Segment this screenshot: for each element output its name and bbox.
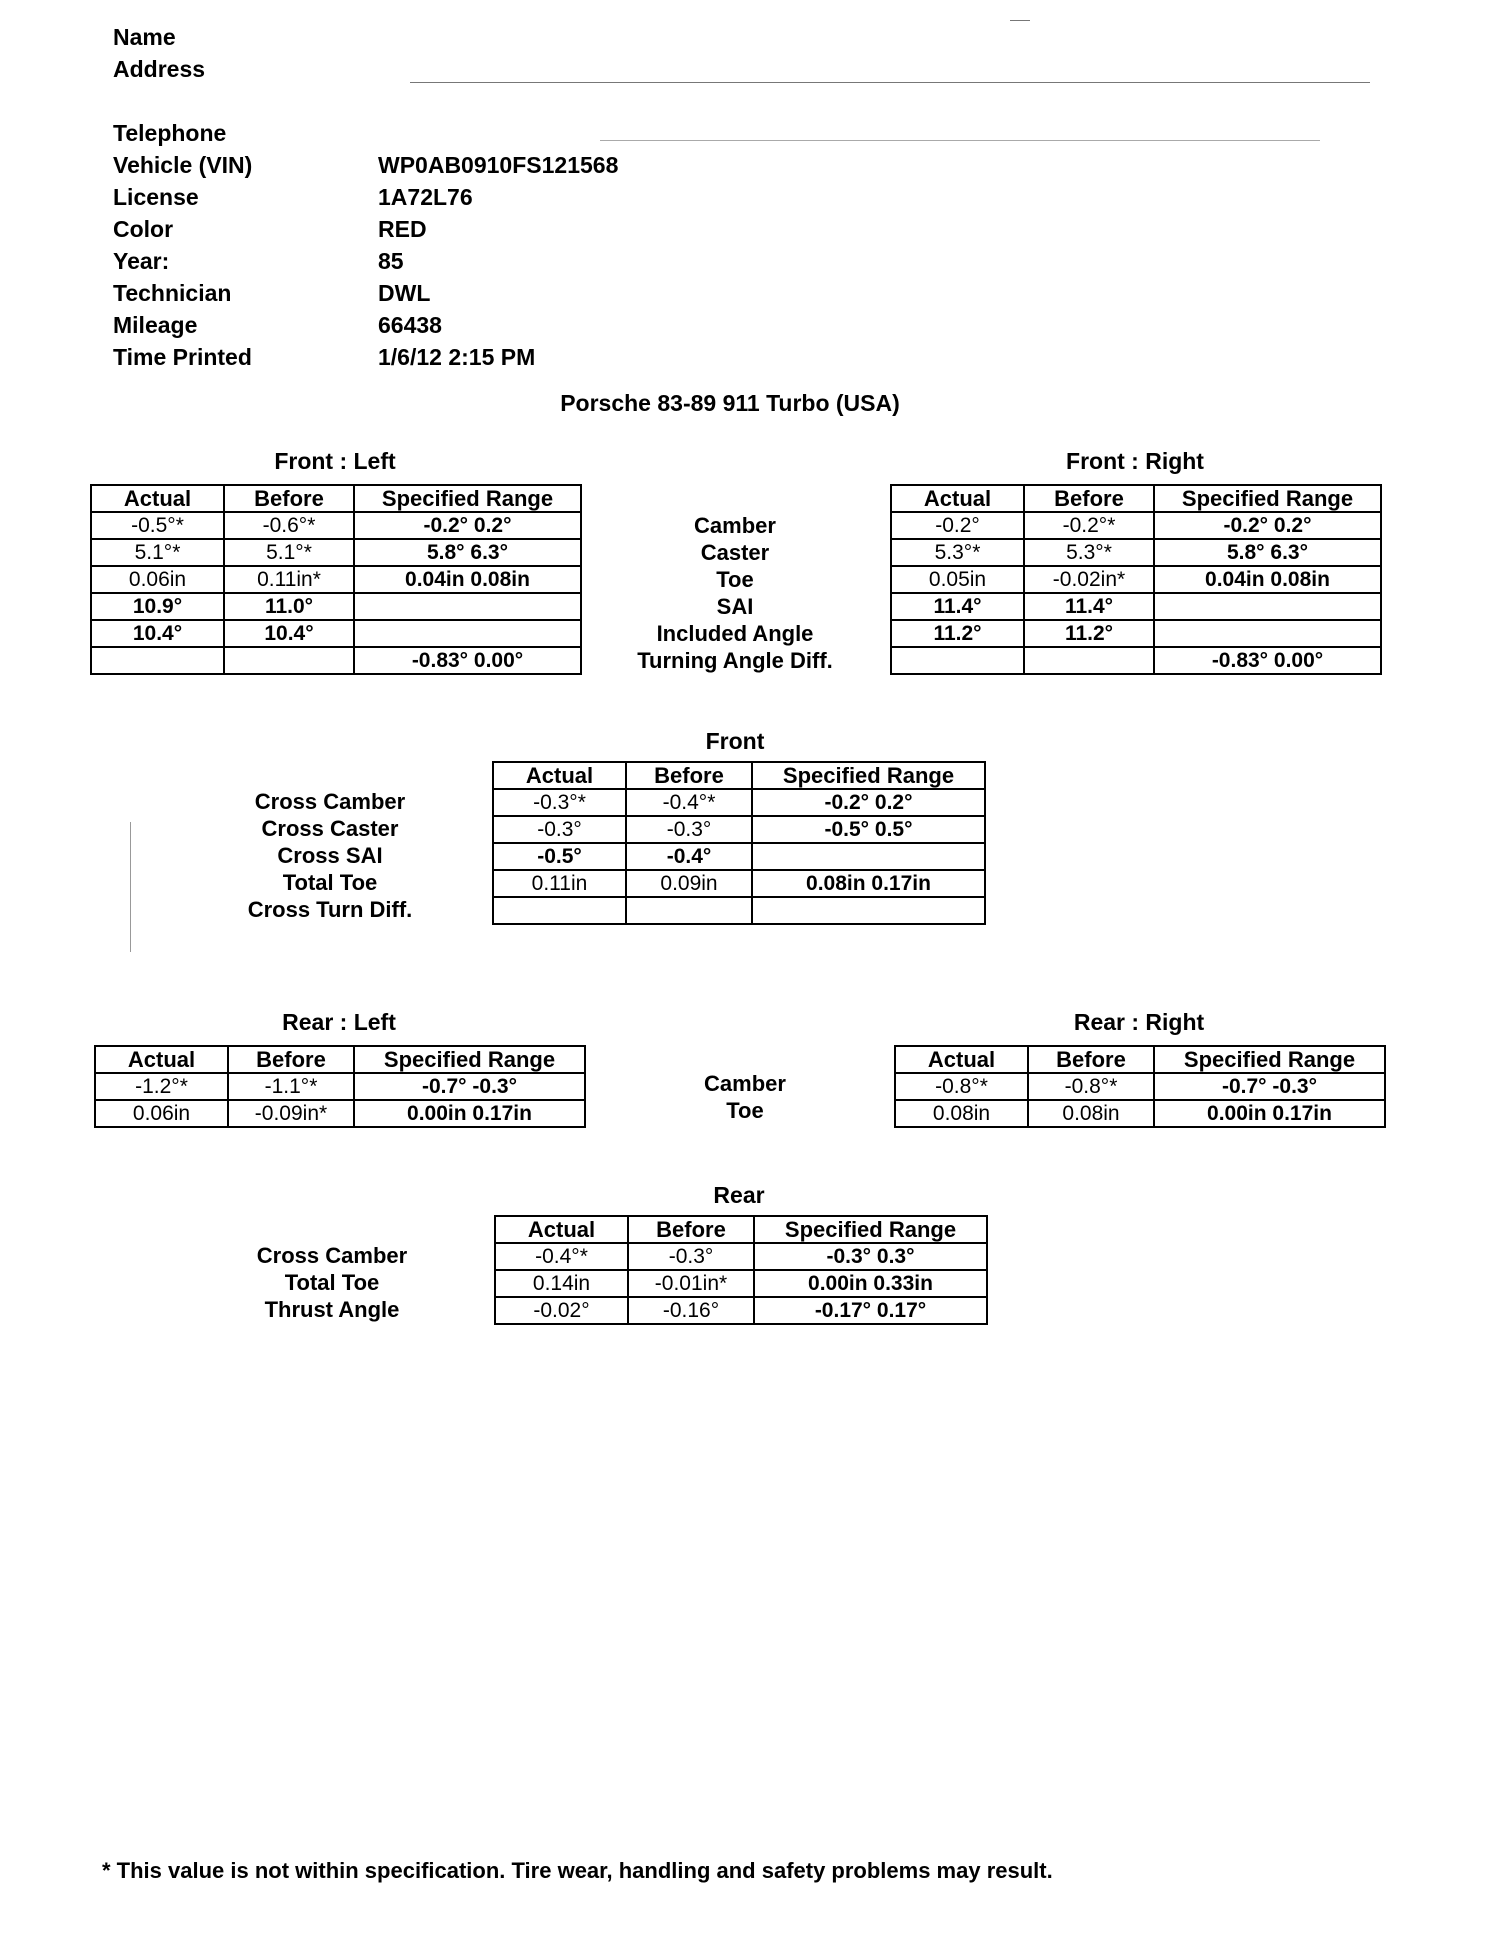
cell: 0.14in xyxy=(495,1270,628,1297)
table-row xyxy=(895,1100,1385,1127)
cell: 0.04in 0.08in xyxy=(354,566,581,593)
table-row xyxy=(91,593,581,620)
cell: -0.3° xyxy=(628,1243,754,1270)
table-row xyxy=(891,593,1381,620)
scan-speck xyxy=(1010,20,1030,21)
table-row xyxy=(495,1243,987,1270)
cell xyxy=(354,593,581,620)
col-specified-range: Specified Range xyxy=(354,1046,585,1073)
cell: 5.3°* xyxy=(891,539,1024,566)
technician-label: Technician xyxy=(113,280,232,306)
telephone-label: Telephone xyxy=(113,120,227,146)
table-row xyxy=(493,789,985,816)
rear-axle-row-labels xyxy=(610,1070,880,1124)
cell xyxy=(752,843,985,870)
cell: -1.1°* xyxy=(228,1073,354,1100)
cell xyxy=(354,620,581,647)
cell: 0.00in 0.17in xyxy=(354,1100,585,1127)
rear-cross-table xyxy=(494,1215,988,1325)
rear-left-title: Rear : Left xyxy=(282,1009,396,1035)
table-row xyxy=(493,870,985,897)
cell: -0.8°* xyxy=(895,1073,1028,1100)
mileage-value: 66438 xyxy=(378,312,442,338)
row-label-cross-caster: Cross Caster xyxy=(261,816,399,841)
cell xyxy=(1024,647,1154,674)
cell: 10.4° xyxy=(224,620,354,647)
front-axle-row-labels xyxy=(600,512,870,674)
cell xyxy=(224,647,354,674)
cell: -0.3° xyxy=(493,816,626,843)
cell: 0.00in 0.17in xyxy=(1154,1100,1385,1127)
cell: -0.5° 0.5° xyxy=(752,816,985,843)
col-actual: Actual xyxy=(891,485,1024,512)
table-row xyxy=(495,1270,987,1297)
table-row xyxy=(91,539,581,566)
cell: -1.2°* xyxy=(95,1073,228,1100)
cell xyxy=(91,647,224,674)
cell xyxy=(891,647,1024,674)
col-specified-range: Specified Range xyxy=(754,1216,987,1243)
table-row xyxy=(895,1073,1385,1100)
license-value: 1A72L76 xyxy=(378,184,473,210)
table-row xyxy=(495,1297,987,1324)
cell: 10.9° xyxy=(91,593,224,620)
table-row xyxy=(91,647,581,674)
scan-line xyxy=(130,822,131,952)
front-right-table xyxy=(890,484,1382,675)
cell: 0.09in xyxy=(626,870,752,897)
row-label-toe: Toe xyxy=(716,567,754,592)
cell: 0.06in xyxy=(91,566,224,593)
cell: -0.17° 0.17° xyxy=(754,1297,987,1324)
cell: 11.0° xyxy=(224,593,354,620)
front-cross-title: Front xyxy=(705,728,765,754)
cell: 0.00in 0.33in xyxy=(754,1270,987,1297)
front-right-title: Front : Right xyxy=(1066,448,1204,474)
table-row xyxy=(891,512,1381,539)
table-row xyxy=(891,647,1381,674)
row-label-sai: SAI xyxy=(716,594,754,619)
cell: 11.2° xyxy=(891,620,1024,647)
vin-label: Vehicle (VIN) xyxy=(113,152,253,178)
rear-right-title: Rear : Right xyxy=(1073,1009,1205,1035)
col-actual: Actual xyxy=(895,1046,1028,1073)
cell: -0.2° 0.2° xyxy=(354,512,581,539)
front-left-table xyxy=(90,484,582,675)
cell: -0.4°* xyxy=(626,789,752,816)
col-actual: Actual xyxy=(95,1046,228,1073)
technician-value: DWL xyxy=(378,280,431,306)
cell xyxy=(626,897,752,924)
license-label: License xyxy=(113,184,199,210)
cell: -0.2° xyxy=(891,512,1024,539)
col-specified-range: Specified Range xyxy=(1154,1046,1385,1073)
vin-value: WP0AB0910FS121568 xyxy=(378,152,619,178)
cell: 10.4° xyxy=(91,620,224,647)
col-before: Before xyxy=(626,762,752,789)
color-label: Color xyxy=(113,216,174,242)
vehicle-model-title: Porsche 83-89 911 Turbo (USA) xyxy=(560,390,900,416)
row-label-cross-sai: Cross SAI xyxy=(277,843,383,868)
cell: 5.3°* xyxy=(1024,539,1154,566)
cell: 0.05in xyxy=(891,566,1024,593)
col-before: Before xyxy=(1028,1046,1154,1073)
cell: 5.1°* xyxy=(91,539,224,566)
col-before: Before xyxy=(224,485,354,512)
cell: -0.02in* xyxy=(1024,566,1154,593)
cell: 5.1°* xyxy=(224,539,354,566)
table-row xyxy=(95,1100,585,1127)
cell xyxy=(1154,593,1381,620)
front-cross-table xyxy=(492,761,986,925)
cell: -0.3° 0.3° xyxy=(754,1243,987,1270)
scan-speck xyxy=(600,140,1320,141)
address-label: Address xyxy=(113,56,206,82)
cell: 0.11in xyxy=(493,870,626,897)
cell: -0.09in* xyxy=(228,1100,354,1127)
table-row xyxy=(891,539,1381,566)
col-actual: Actual xyxy=(91,485,224,512)
cell: -0.5° xyxy=(493,843,626,870)
cell: 0.08in xyxy=(895,1100,1028,1127)
col-specified-range: Specified Range xyxy=(752,762,985,789)
row-label-thrust-angle: Thrust Angle xyxy=(264,1297,400,1322)
col-specified-range: Specified Range xyxy=(354,485,581,512)
cell: -0.3°* xyxy=(493,789,626,816)
cell: 0.08in xyxy=(1028,1100,1154,1127)
cell: -0.7° -0.3° xyxy=(354,1073,585,1100)
mileage-label: Mileage xyxy=(113,312,198,338)
cell: -0.8°* xyxy=(1028,1073,1154,1100)
row-label-turning-angle-diff: Turning Angle Diff. xyxy=(637,648,833,673)
cell: 5.8° 6.3° xyxy=(354,539,581,566)
cell: -0.6°* xyxy=(224,512,354,539)
cell: -0.4°* xyxy=(495,1243,628,1270)
cell: -0.3° xyxy=(626,816,752,843)
row-label-total-toe: Total Toe xyxy=(284,1270,380,1295)
cell: -0.2°* xyxy=(1024,512,1154,539)
col-actual: Actual xyxy=(495,1216,628,1243)
cell: 0.08in 0.17in xyxy=(752,870,985,897)
table-row xyxy=(493,897,985,924)
col-before: Before xyxy=(628,1216,754,1243)
time-printed-value: 1/6/12 2:15 PM xyxy=(378,344,536,370)
cell: 0.06in xyxy=(95,1100,228,1127)
color-value: RED xyxy=(378,216,427,242)
cell: -0.02° xyxy=(495,1297,628,1324)
table-row xyxy=(891,620,1381,647)
table-row xyxy=(493,816,985,843)
rear-cross-title: Rear xyxy=(713,1182,765,1208)
row-label-cross-turn-diff: Cross Turn Diff. xyxy=(247,897,413,922)
cell: -0.01in* xyxy=(628,1270,754,1297)
table-row xyxy=(91,620,581,647)
row-label-camber: Camber xyxy=(704,1071,786,1096)
row-label-cross-camber: Cross Camber xyxy=(256,1243,408,1268)
row-label-camber: Camber xyxy=(694,513,776,538)
row-label-cross-camber: Cross Camber xyxy=(254,789,406,814)
cell: -0.5°* xyxy=(91,512,224,539)
cell xyxy=(1154,620,1381,647)
cell: -0.2° 0.2° xyxy=(752,789,985,816)
cell: -0.83° 0.00° xyxy=(1154,647,1381,674)
cell: 0.11in* xyxy=(224,566,354,593)
rear-left-table xyxy=(94,1045,586,1128)
cell: 0.04in 0.08in xyxy=(1154,566,1381,593)
cell: -0.16° xyxy=(628,1297,754,1324)
cell: -0.7° -0.3° xyxy=(1154,1073,1385,1100)
table-row xyxy=(95,1073,585,1100)
row-label-toe: Toe xyxy=(726,1098,764,1123)
cell: 11.2° xyxy=(1024,620,1154,647)
front-left-title: Front : Left xyxy=(274,448,396,474)
cell: -0.4° xyxy=(626,843,752,870)
row-label-total-toe: Total Toe xyxy=(282,870,378,895)
time-printed-label: Time Printed xyxy=(113,344,252,370)
scan-speck xyxy=(410,82,1370,83)
col-before: Before xyxy=(228,1046,354,1073)
cell: 11.4° xyxy=(891,593,1024,620)
year-label: Year: xyxy=(113,248,170,274)
specification-footnote: * This value is not within specification. Tire wear, handling and safety problems may result. xyxy=(102,1858,1053,1883)
cell: -0.2° 0.2° xyxy=(1154,512,1381,539)
front-cross-row-labels xyxy=(200,788,460,923)
row-label-included-angle: Included Angle xyxy=(656,621,814,646)
name-label: Name xyxy=(113,24,176,50)
table-row xyxy=(91,566,581,593)
row-label-caster: Caster xyxy=(700,540,770,565)
table-row xyxy=(493,843,985,870)
cell: 5.8° 6.3° xyxy=(1154,539,1381,566)
cell: -0.83° 0.00° xyxy=(354,647,581,674)
cell: 11.4° xyxy=(1024,593,1154,620)
year-value: 85 xyxy=(378,248,404,274)
cell xyxy=(493,897,626,924)
rear-cross-row-labels xyxy=(202,1242,462,1323)
col-before: Before xyxy=(1024,485,1154,512)
rear-right-table xyxy=(894,1045,1386,1128)
col-specified-range: Specified Range xyxy=(1154,485,1381,512)
col-actual: Actual xyxy=(493,762,626,789)
cell xyxy=(752,897,985,924)
table-row xyxy=(891,566,1381,593)
table-row xyxy=(91,512,581,539)
